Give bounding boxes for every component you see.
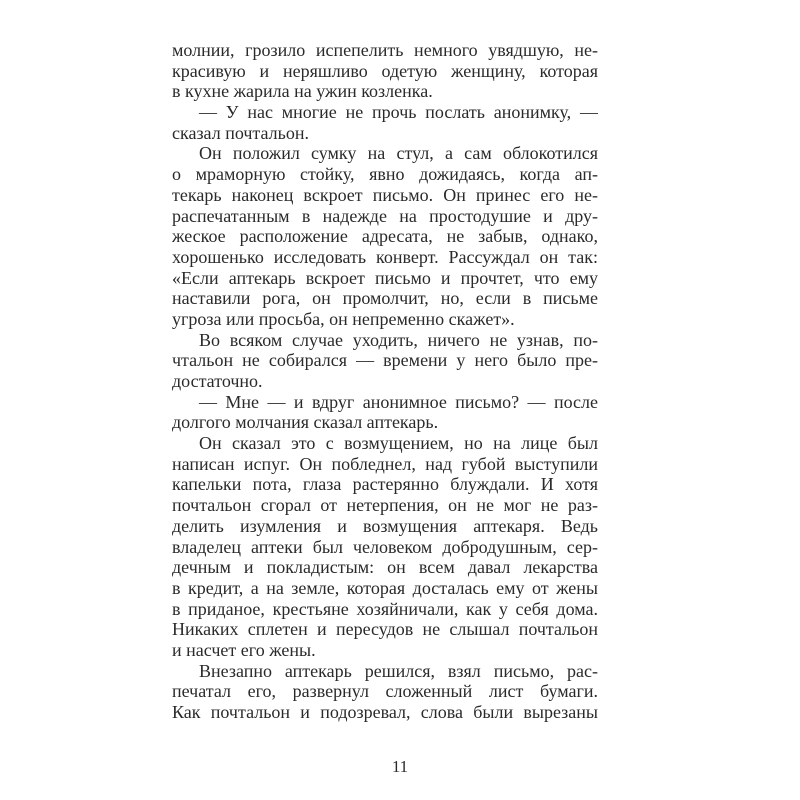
text-line: капельки пота, глаза растерянно блуждали. И хотя <box>172 474 598 495</box>
text-line: Никаких сплетен и пересудов не слышал почтальон <box>172 619 598 640</box>
text-line: наставили рога, он промолчит, но, если в письме <box>172 288 598 309</box>
text-line: в приданое, крестьяне хозяйничали, как у себя дома. <box>172 598 598 619</box>
text-line: чтальон не собирался — времени у него было пре- <box>172 350 598 371</box>
text-line: текарь наконец вскроет письмо. Он принес его не- <box>172 184 598 205</box>
text-line: жеское расположение адресата, не забыв, однако, <box>172 226 598 247</box>
text-line: владелец аптеки был человеком добродушным, сер- <box>172 536 598 557</box>
text-line: красивую и неряшливо одетую женщину, которая <box>172 60 598 81</box>
text-line: и насчет его жены. <box>172 639 316 660</box>
text-line: распечатанным в надежде на простодушие и дру- <box>172 205 598 226</box>
text-line: Внезапно аптекарь решился, взял письмо, рас- <box>199 660 598 681</box>
text-line: написан испуг. Он побледнел, над губой выступили <box>172 453 598 474</box>
text-line: Как почтальон и подозревал, слова были вырезаны <box>172 702 598 722</box>
text-line: долгого молчания сказал аптекарь. <box>172 412 439 433</box>
text-line: Он положил сумку на стул, а сам облокотился <box>199 143 598 164</box>
text-line: в кухне жарила на ужин козленка. <box>172 81 433 102</box>
text-line: — Мне — и вдруг анонимное письмо? — после <box>199 391 598 412</box>
text-line: дечным и покладистым: он всем давал лекарства <box>172 557 598 578</box>
text-line: молнии, грозило испепелить немного увядшую, не- <box>172 40 598 60</box>
text-line: о мраморную стойку, явно дожидаясь, когда ап- <box>172 164 598 185</box>
text-line: достаточно. <box>172 371 263 391</box>
text-line: сказал почтальон. <box>172 122 309 143</box>
text-line: хорошенько исследовать конверт. Рассуждал он так: <box>172 246 598 267</box>
text-line: делить изумления и возмущения аптекаря. Ведь <box>172 515 598 536</box>
text-line: «Если аптекарь вскроет письмо и прочтет, что ему <box>172 267 598 288</box>
text-line: — У нас многие не прочь послать анонимку, — <box>199 102 598 123</box>
text-line: Он сказал это с возмущением, но на лице был <box>199 433 598 454</box>
text-line: Во всяком случае уходить, ничего не узнав, по- <box>199 329 598 350</box>
text-line: угроза или просьба, он непременно скажет». <box>172 308 515 329</box>
text-line: в кредит, а на земле, которая досталась ему от жены <box>172 577 598 598</box>
body-text <box>172 40 598 723</box>
text-line: почтальон сгорал от нетерпения, он не мог не раз- <box>172 495 598 516</box>
page-number: 11 <box>391 757 409 776</box>
text-line: печатал его, развернул сложенный лист бумаги. <box>172 681 598 702</box>
